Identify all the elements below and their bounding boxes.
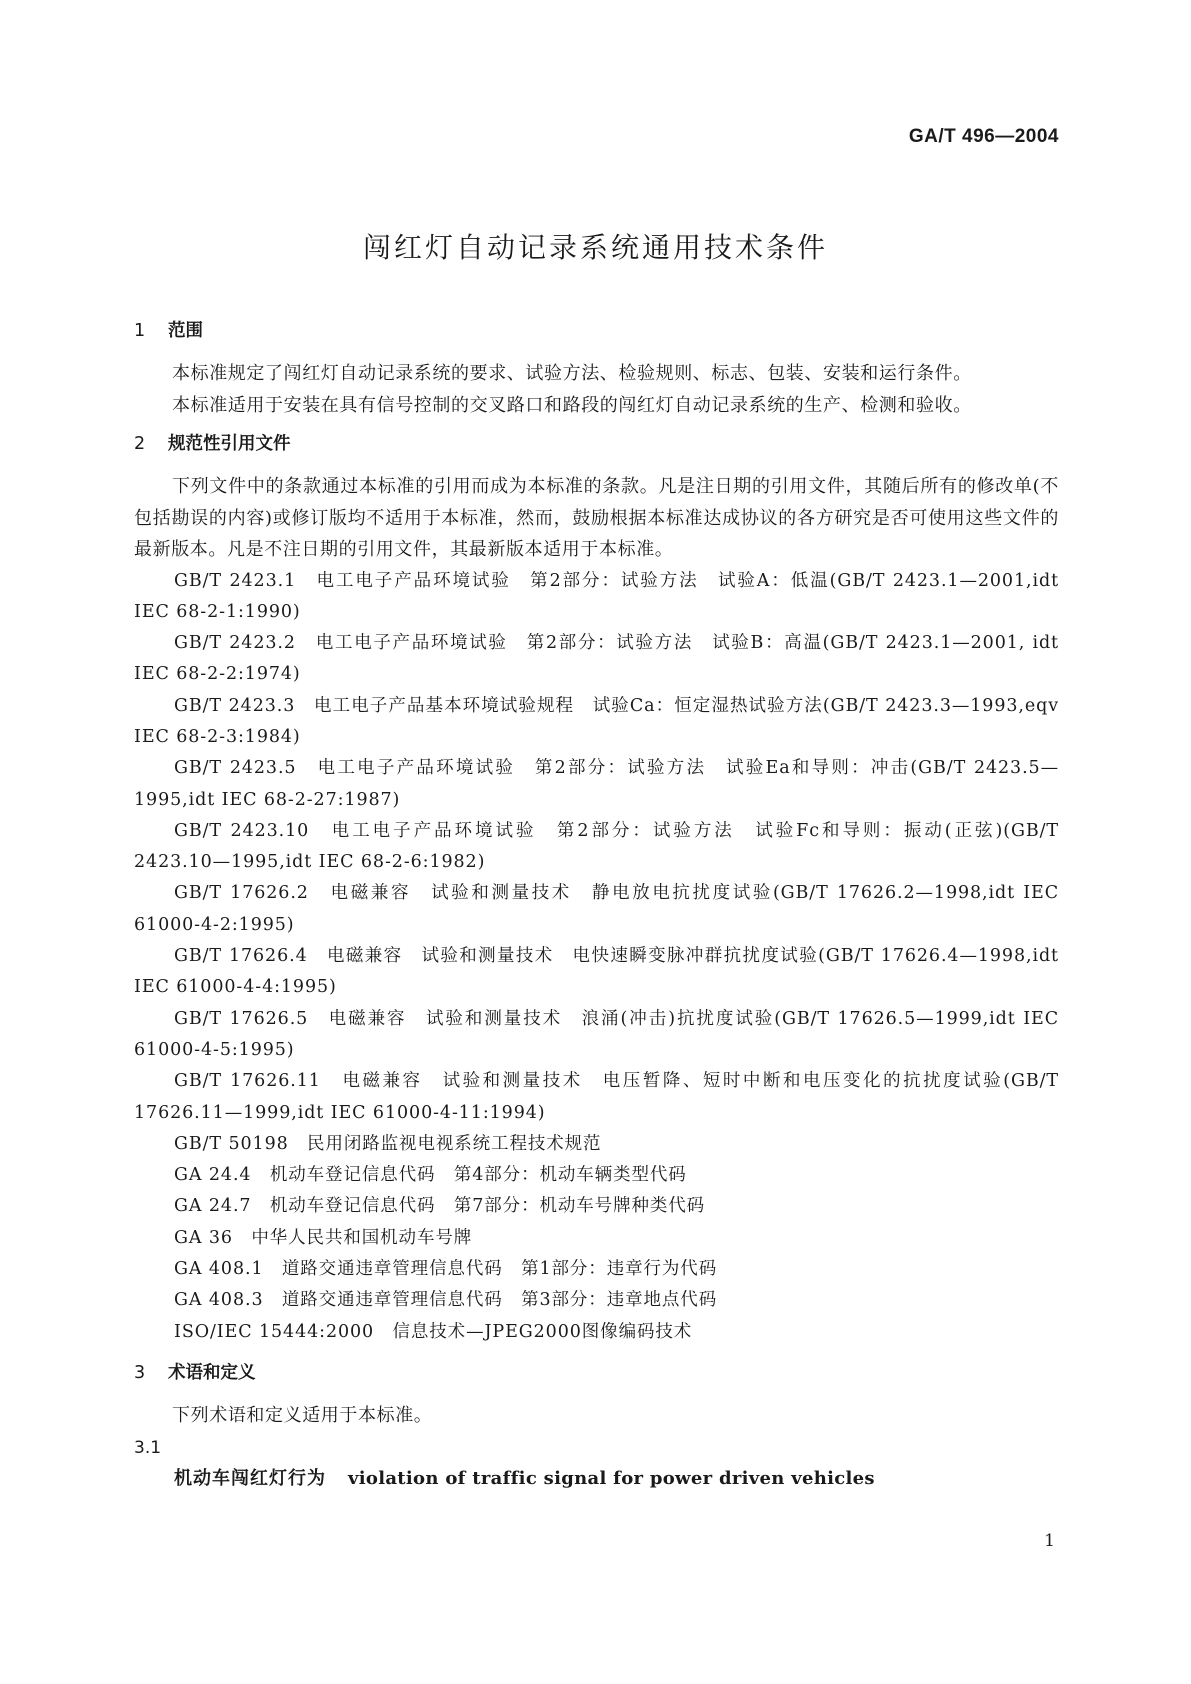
section-1-heading — [134, 316, 1059, 346]
reference-item: GA 24.4 机动车登记信息代码 第4部分：机动车辆类型代码 — [174, 1165, 687, 1186]
reference-item: GB/T 2423.1 电工电子产品环境试验 第2部分：试验方法 试验A：低温(GB/T 2423.1—2001,idt IEC 68-2-1:1990) — [134, 570, 1059, 622]
document-body — [134, 316, 1059, 1495]
scope-paragraph: 本标准适用于安装在具有信号控制的交叉路口和路段的闯红灯自动记录系统的生产、检测和验收。 — [172, 394, 972, 416]
reference-item: GB/T 2423.5 电工电子产品环境试验 第2部分：试验方法 试验Ea和导则：冲击(GB/T 2423.5—1995,idt IEC 68-2-27:1987) — [134, 758, 1059, 810]
reference-item: GA 408.1 道路交通违章管理信息代码 第1部分：违章行为代码 — [174, 1259, 718, 1280]
references-intro: 下列文件中的条款通过本标准的引用而成为本标准的条款。凡是注日期的引用文件，其随后所有的修改单(不包括勘误的内容)或修订版均不适用于本标准，然而，鼓励根据本标准达成协议的各方研究是否可使用这些文件的最新版本。凡是不注日期的引用文件，其最新版本适用于本标准。 — [134, 476, 1059, 560]
page-number: 1 — [1044, 1531, 1055, 1551]
section-1-title: 范围 — [168, 321, 203, 341]
document-title: 闯红灯自动记录系统通用技术条件 — [362, 231, 828, 264]
terms-intro: 下列术语和定义适用于本标准。 — [172, 1404, 433, 1426]
reference-item: GA 24.7 机动车登记信息代码 第7部分：机动车号牌种类代码 — [174, 1196, 706, 1217]
standard-code: GA/T 496—2004 — [908, 126, 1059, 147]
term-entry — [134, 1463, 1059, 1495]
section-3-heading — [134, 1358, 1059, 1388]
reference-item: GB/T 17626.11 电磁兼容 试验和测量技术 电压暂降、短时中断和电压变化的抗扰度试验(GB/T 17626.11—1999,idt IEC 61000-4-11:1994) — [134, 1071, 1059, 1123]
reference-item: GB/T 17626.5 电磁兼容 试验和测量技术 浪涌(冲击)抗扰度试验(GB/T 17626.5—1999,idt IEC 61000-4-5:1995) — [134, 1008, 1059, 1060]
section-2-heading — [134, 429, 1059, 459]
section-2-number: 2 — [134, 434, 146, 454]
reference-item: GB/T 2423.3 电工电子产品基本环境试验规程 试验Ca：恒定湿热试验方法(GB/T 2423.3—1993,eqv IEC 68-2-3:1984) — [134, 695, 1059, 747]
reference-item: GA 408.3 道路交通违章管理信息代码 第3部分：违章地点代码 — [174, 1290, 718, 1311]
term-english: violation of traffic signal for power driven vehicles — [348, 1468, 875, 1490]
term-chinese: 机动车闯红灯行为 — [174, 1468, 326, 1490]
section-1-number: 1 — [134, 321, 146, 341]
section-3-number: 3 — [134, 1362, 146, 1383]
section-2-title: 规范性引用文件 — [168, 434, 291, 454]
scope-paragraph: 本标准规定了闯红灯自动记录系统的要求、试验方法、检验规则、标志、包装、安装和运行条件。 — [172, 363, 972, 384]
section-3-title: 术语和定义 — [168, 1362, 256, 1383]
term-number: 3.1 — [134, 1438, 162, 1459]
reference-item: ISO/IEC 15444:2000 信息技术—JPEG2000图像编码技术 — [174, 1321, 693, 1342]
reference-item: GB/T 50198 民用闭路监视电视系统工程技术规范 — [174, 1133, 602, 1154]
reference-list — [134, 566, 1059, 1348]
reference-item: GB/T 17626.4 电磁兼容 试验和测量技术 电快速瞬变脉冲群抗扰度试验(GB/T 17626.4—1998,idt IEC 61000-4-4:1995) — [134, 946, 1059, 998]
reference-item: GB/T 17626.2 电磁兼容 试验和测量技术 静电放电抗扰度试验(GB/T 17626.2—1998,idt IEC 61000-4-2:1995) — [134, 883, 1059, 935]
reference-item: GB/T 2423.2 电工电子产品环境试验 第2部分：试验方法 试验B：高温(GB/T 2423.1—2001, idt IEC 68-2-2:1974) — [134, 633, 1059, 685]
reference-item: GA 36 中华人民共和国机动车号牌 — [174, 1227, 473, 1248]
reference-item: GB/T 2423.10 电工电子产品环境试验 第2部分：试验方法 试验Fc和导则：振动(正弦)(GB/T 2423.10—1995,idt IEC 68-2-6:1982) — [134, 820, 1059, 873]
